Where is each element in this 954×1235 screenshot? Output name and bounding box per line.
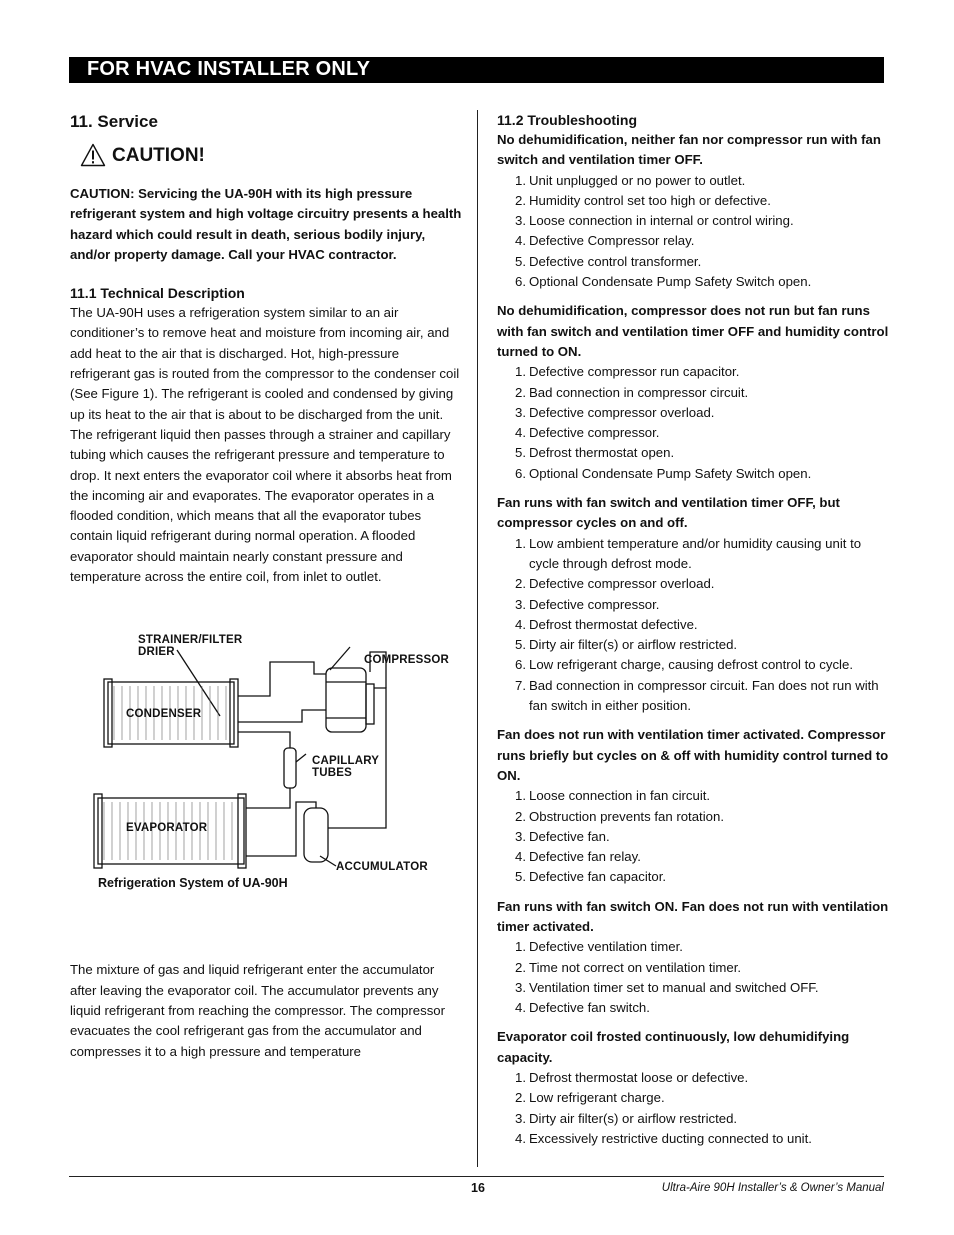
- item-text: Humidity control set too high or defective.: [529, 192, 771, 208]
- item-text: Defective fan relay.: [529, 849, 641, 865]
- accumulator-body: [304, 808, 328, 862]
- section-banner: [69, 57, 884, 83]
- troubleshooting-group: [497, 301, 889, 484]
- troubleshooting-heading: 11.2 Troubleshooting: [497, 112, 638, 128]
- item-number: 2.: [515, 1090, 526, 1106]
- strainer-label-1: STRAINER/FILTER: [138, 634, 243, 647]
- banner-title: FOR HVAC INSTALLER ONLY: [87, 58, 371, 80]
- capillary-label-2: TUBES: [312, 767, 352, 780]
- group-title: Fan runs with fan switch and ventilation timer OFF, but compressor cycles on and off.: [497, 495, 840, 531]
- diagram-caption: Refrigeration System of UA-90H: [98, 876, 288, 891]
- item-text: Defective compressor overload.: [529, 576, 715, 592]
- page-number: 16: [471, 1181, 485, 1195]
- item-text: Defective fan switch.: [529, 1000, 650, 1016]
- list-item: [515, 1088, 889, 1108]
- cause-list: [497, 937, 889, 1018]
- cause-list: [497, 1068, 889, 1149]
- list-item: [515, 1109, 889, 1129]
- item-text: Ventilation timer set to manual and switched OFF.: [529, 979, 819, 995]
- item-number: 3.: [515, 828, 526, 844]
- compressor-body: [326, 668, 366, 732]
- left-column: [70, 109, 462, 1062]
- list-item: [515, 978, 889, 998]
- item-number: 2.: [515, 384, 526, 400]
- item-text: Defective ventilation timer.: [529, 939, 683, 955]
- item-number: 6.: [515, 465, 526, 481]
- list-item: [515, 998, 889, 1018]
- compressor-label: COMPRESSOR: [364, 654, 450, 667]
- group-title: Evaporator coil frosted continuously, low dehumidifying capacity.: [497, 1029, 850, 1065]
- item-text: Low refrigerant charge.: [529, 1090, 665, 1106]
- cause-list: [497, 786, 889, 887]
- list-item: [515, 595, 889, 615]
- item-number: 1.: [515, 939, 526, 955]
- evaporator-label: EVAPORATOR: [126, 822, 208, 835]
- item-number: 2.: [515, 576, 526, 592]
- caution-heading: [70, 143, 462, 173]
- list-item: [515, 403, 889, 423]
- list-item: [515, 937, 889, 957]
- item-text: Low ambient temperature and/or humidity causing unit to cycle through defrost mode.: [529, 535, 862, 571]
- strainer-drier: [284, 748, 296, 788]
- item-number: 4.: [515, 425, 526, 441]
- list-item: [515, 676, 889, 717]
- item-text: Optional Condensate Pump Safety Switch open.: [529, 465, 812, 481]
- accumulator-label: ACCUMULATOR: [336, 861, 428, 874]
- list-item: [515, 534, 889, 575]
- item-text: Defrost thermostat loose or defective.: [529, 1070, 749, 1086]
- item-number: 4.: [515, 616, 526, 632]
- list-item: [515, 655, 889, 675]
- capillary-label-1: CAPILLARY: [312, 755, 380, 768]
- condenser-label: CONDENSER: [126, 708, 202, 721]
- item-text: Defective fan capacitor.: [529, 869, 667, 885]
- troubleshooting-group: [497, 725, 889, 887]
- list-item: [515, 211, 889, 231]
- item-number: 1.: [515, 1070, 526, 1086]
- item-number: 1.: [515, 535, 526, 551]
- section-title: 11. Service: [70, 112, 158, 131]
- item-text: Time not correct on ventilation timer.: [529, 959, 742, 975]
- item-text: Dirty air filter(s) or airflow restricted.: [529, 1110, 738, 1126]
- item-text: Low refrigerant charge, causing defrost control to cycle.: [529, 657, 853, 673]
- item-number: 7.: [515, 677, 526, 693]
- list-item: [515, 191, 889, 211]
- item-text: Dirty air filter(s) or airflow restricted.: [529, 637, 738, 653]
- item-number: 2.: [515, 192, 526, 208]
- item-number: 3.: [515, 1110, 526, 1126]
- item-number: 3.: [515, 596, 526, 612]
- item-text: Defrost thermostat open.: [529, 445, 675, 461]
- troubleshooting-group: [497, 897, 889, 1019]
- list-item: [515, 615, 889, 635]
- item-text: Defective compressor.: [529, 425, 660, 441]
- warning-triangle-icon: [80, 143, 106, 167]
- list-item: [515, 807, 889, 827]
- item-number: 5.: [515, 253, 526, 269]
- strainer-label-2: DRIER: [138, 646, 175, 659]
- list-item: [515, 1068, 889, 1088]
- list-item: [515, 231, 889, 251]
- list-item: [515, 574, 889, 594]
- list-item: [515, 423, 889, 443]
- item-text: Bad connection in compressor circuit.: [529, 384, 749, 400]
- accumulator-description: The mixture of gas and liquid refrigerant enter the accumulator after leaving the evaporator coil. The accumulator prevents any liquid refrigerant from reaching the compressor. The compressor evacuates the cool refrigerant gas from the accumulator and compresses it to a high pressure and temperature: [70, 962, 446, 1059]
- cause-list: [497, 171, 889, 293]
- item-number: 6.: [515, 274, 526, 290]
- item-text: Defective compressor.: [529, 596, 660, 612]
- item-text: Defective compressor run capacitor.: [529, 364, 740, 380]
- item-number: 4.: [515, 1130, 526, 1146]
- list-item: [515, 443, 889, 463]
- list-item: [515, 827, 889, 847]
- group-title: No dehumidification, compressor does not run but fan runs with fan switch and ventilation timer OFF and humidity control turned to ON.: [497, 303, 889, 359]
- list-item: [515, 847, 889, 867]
- group-title: Fan runs with fan switch ON. Fan does not run with ventilation timer activated.: [497, 898, 889, 934]
- item-number: 3.: [515, 404, 526, 420]
- troubleshooting-group: [497, 1027, 889, 1149]
- item-text: Unit unplugged or no power to outlet.: [529, 172, 746, 188]
- item-number: 4.: [515, 1000, 526, 1016]
- item-text: Defrost thermostat defective.: [529, 616, 698, 632]
- item-text: Defective Compressor relay.: [529, 233, 695, 249]
- item-number: 1.: [515, 364, 526, 380]
- cause-list: [497, 362, 889, 484]
- troubleshooting-group: [497, 493, 889, 716]
- item-number: 1.: [515, 172, 526, 188]
- list-item: [515, 786, 889, 806]
- list-item: [515, 272, 889, 292]
- item-number: 6.: [515, 657, 526, 673]
- list-item: [515, 635, 889, 655]
- list-item: [515, 1129, 889, 1149]
- item-number: 2.: [515, 808, 526, 824]
- footer-rule: [69, 1176, 884, 1177]
- item-text: Bad connection in compressor circuit. Fan does not run with fan switch in either position.: [529, 677, 879, 714]
- item-number: 3.: [515, 213, 526, 229]
- item-text: Optional Condensate Pump Safety Switch open.: [529, 274, 812, 290]
- item-text: Excessively restrictive ducting connected to unit.: [529, 1130, 812, 1146]
- list-item: [515, 362, 889, 382]
- item-text: Defective control transformer.: [529, 253, 702, 269]
- right-column: [497, 110, 889, 1158]
- caution-title: CAUTION!: [112, 145, 205, 166]
- list-item: [515, 867, 889, 887]
- item-number: 4.: [515, 849, 526, 865]
- group-title: No dehumidification, neither fan nor compressor run with fan switch and ventilation timer OFF.: [497, 132, 881, 168]
- list-item: [515, 958, 889, 978]
- list-item: [515, 252, 889, 272]
- list-item: [515, 464, 889, 484]
- item-number: 1.: [515, 788, 526, 804]
- list-item: [515, 171, 889, 191]
- item-text: Defective fan.: [529, 828, 610, 844]
- caution-body: CAUTION: Servicing the UA-90H with its high pressure refrigerant system and high voltage circuitry presents a health hazard which could result in death, serious bodily injury, and/or property damage. Call your HVAC contractor.: [70, 186, 462, 262]
- cause-list: [497, 534, 889, 717]
- troubleshooting-group: [497, 130, 889, 292]
- list-item: [515, 383, 889, 403]
- item-text: Obstruction prevents fan rotation.: [529, 808, 724, 824]
- item-text: Defective compressor overload.: [529, 404, 715, 420]
- item-number: 3.: [515, 979, 526, 995]
- item-text: Loose connection in internal or control wiring.: [529, 213, 794, 229]
- group-title: Fan does not run with ventilation timer activated. Compressor runs briefly but cycles on & off with humidity control turned to ON.: [497, 727, 889, 783]
- item-text: Loose connection in fan circuit.: [529, 788, 711, 804]
- tech-description-heading: 11.1 Technical Description: [70, 285, 245, 302]
- item-number: 5.: [515, 445, 526, 461]
- manual-title: Ultra-Aire 90H Installer’s & Owner’s Manual: [661, 1182, 884, 1194]
- item-number: 5.: [515, 869, 526, 885]
- item-number: 2.: [515, 959, 526, 975]
- tech-description-body: The UA-90H uses a refrigeration system similar to an air conditioner’s to remove heat and moisture from incoming air, and add heat to the air that is discharged. Hot, high-pressure refrigerant gas is routed from the compressor to the condenser coil (See Figure 1). The refrigerant is cooled and condensed by giving up its heat to the air that is about to be discharged from the unit. The refrigerant liquid then passes through a strainer and capillary tubing which causes the refrigerant pressure and temperature to drop. It next enters the evaporator coil where it absorbs heat from the incoming air and evaporates. The evaporator operates in a flooded condition, which means that all the evaporator tubes contain liquid refrigerant during normal operation. A flooded evaporator should maintain nearly constant pressure and temperature across the entire coil, from inlet to outlet.: [70, 305, 460, 585]
- refrigeration-diagram: [70, 612, 462, 922]
- column-divider: [477, 110, 478, 1167]
- item-number: 5.: [515, 637, 526, 653]
- item-number: 4.: [515, 233, 526, 249]
